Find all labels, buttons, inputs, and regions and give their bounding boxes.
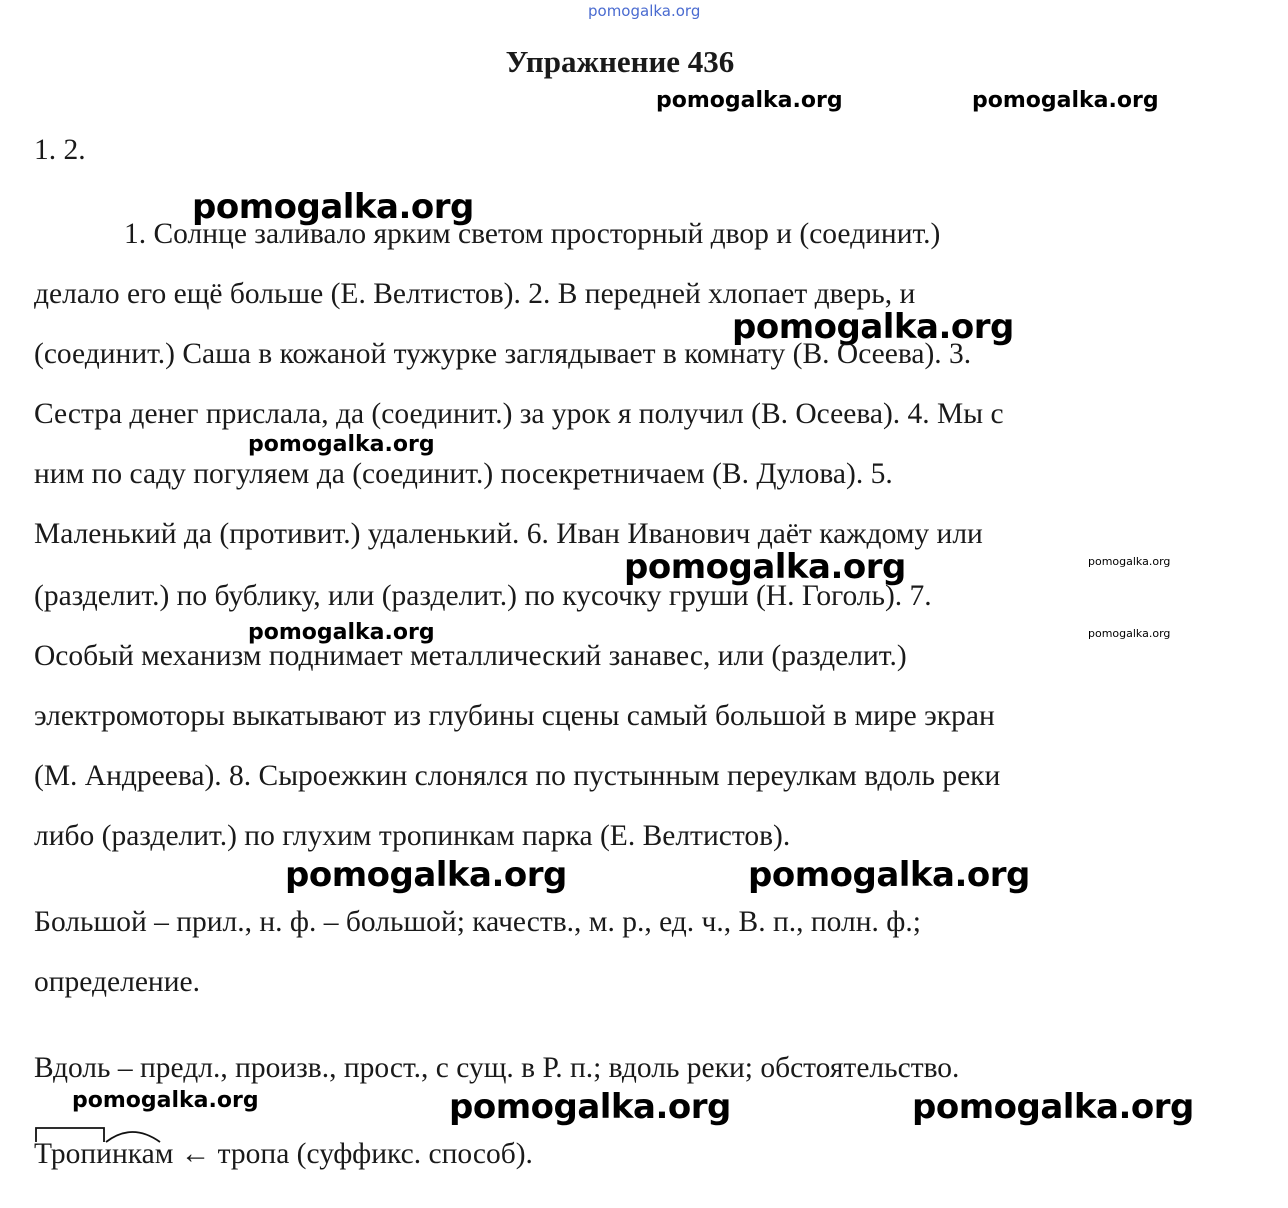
- text-line-10: (М. Андреева). 8. Сыроежкин слонялся по пустынным переулкам вдоль реки: [34, 760, 1001, 792]
- watermark-small-1: pomogalka.org: [1088, 555, 1171, 568]
- watermark-header-2: pomogalka.org: [972, 88, 1159, 113]
- watermark-medium-3: pomogalka.org: [72, 1088, 259, 1113]
- text-line-5: ним по саду погуляем да (соединит.) посекретничаем (В. Дулова). 5.: [34, 458, 893, 490]
- watermark-header-1: pomogalka.org: [656, 88, 843, 113]
- text-line-1: 1. Солнце заливало ярким светом просторный двор и (соединит.): [124, 218, 941, 250]
- watermark-small-2: pomogalka.org: [1088, 627, 1171, 640]
- analysis-bolshoi-line-2: определение.: [34, 966, 200, 998]
- watermark-large-1: pomogalka.org: [192, 187, 474, 227]
- text-line-3: (соединит.) Саша в кожаной тужурке заглядывает в комнату (В. Осеева). 3.: [34, 338, 972, 370]
- text-line-8: Особый механизм поднимает металлический занавес, или (разделит.): [34, 640, 907, 672]
- text-line-11: либо (разделит.) по глухим тропинкам парка (Е. Велтистов).: [34, 820, 791, 852]
- analysis-bolshoi-line-1: Большой – прил., н. ф. – большой; качеств., м. р., ед. ч., В. п., полн. ф.;: [34, 906, 921, 938]
- text-line-7: (разделит.) по бублику, или (разделит.) по кусочку груши (Н. Гоголь). 7.: [34, 580, 932, 612]
- watermark-medium-1: pomogalka.org: [248, 432, 435, 457]
- task-number: 1. 2.: [34, 134, 86, 166]
- watermark-large-5: pomogalka.org: [748, 855, 1030, 895]
- text-line-4: Сестра денег прислала, да (соединит.) за урок я получил (В. Осеева). 4. Мы с: [34, 398, 1004, 430]
- watermark-large-4: pomogalka.org: [285, 855, 567, 895]
- text-line-6: Маленький да (противит.) удаленький. 6. Иван Иванович даёт каждому или: [34, 518, 983, 550]
- analysis-vdol: Вдоль – предл., произв., прост., с сущ. в Р. п.; вдоль реки; обстоятельство.: [34, 1052, 960, 1084]
- watermark-large-7: pomogalka.org: [912, 1087, 1194, 1127]
- watermark-large-3: pomogalka.org: [624, 547, 906, 587]
- morpheme-marks-icon: [34, 1124, 204, 1144]
- page-title: Упражнение 436: [505, 44, 735, 79]
- watermark-top: pomogalka.org: [588, 2, 701, 20]
- text-line-9: электромоторы выкатывают из глубины сцены самый большой в мире экран: [34, 700, 995, 732]
- text-line-2: делало его ещё больше (Е. Велтистов). 2. В передней хлопает дверь, и: [34, 278, 916, 310]
- watermark-large-6: pomogalka.org: [449, 1087, 731, 1127]
- analysis-tropinkam: Тропинкам ← тропа (суффикс. способ).: [34, 1138, 533, 1170]
- watermark-medium-2: pomogalka.org: [248, 620, 435, 645]
- watermark-large-2: pomogalka.org: [732, 307, 1014, 347]
